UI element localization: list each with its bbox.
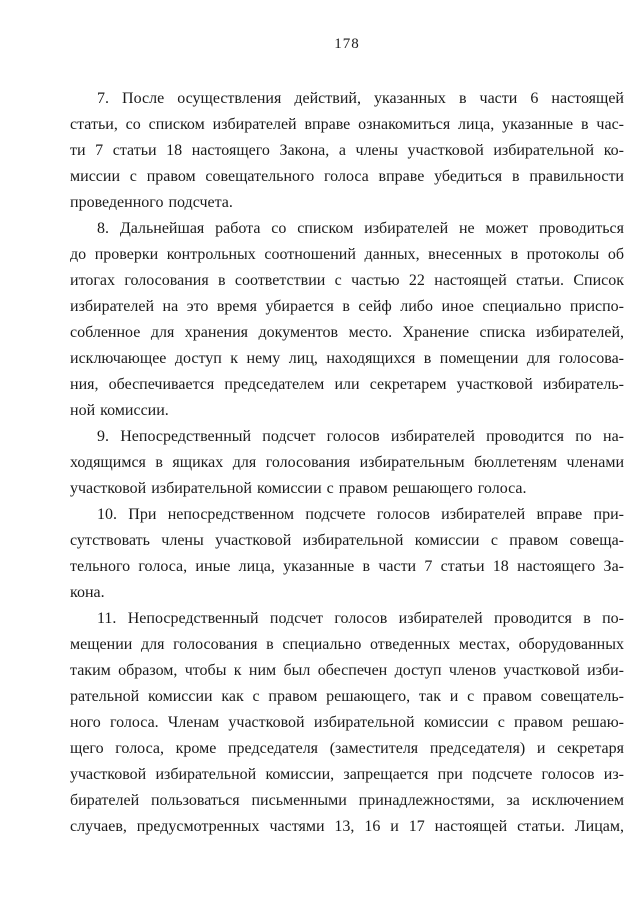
text-line: 11. Непосредственный подсчет голосов избирателей проводится в по-	[97, 610, 624, 627]
body-text	[70, 86, 624, 840]
text-line: бирателей пользоваться письменными принадлежностями, за исключением	[70, 792, 624, 809]
text-line: избирателей на это время убирается в сейф либо иное специально приспо-	[70, 298, 624, 315]
text-line: собленное для хранения документов место. Хранение списка избирателей,	[70, 324, 624, 341]
text-line: случаев, предусмотренных частями 13, 16 и 17 настоящей статьи. Лицам,	[70, 818, 624, 835]
text-line: ходящимся в ящиках для голосования избирательным бюллетеням членами	[70, 454, 624, 471]
document-page	[70, 0, 624, 840]
text-line: кона.	[70, 584, 105, 601]
text-line: участковой избирательной комиссии, запрещается при подсчете голосов из-	[70, 766, 624, 783]
text-line: миссии с правом совещательного голоса вправе убедиться в правильности	[70, 168, 624, 185]
text-line: ной комиссии.	[70, 402, 169, 419]
text-line: 8. Дальнейшая работа со списком избирателей не может проводиться	[97, 220, 624, 237]
text-line: мещении для голосования в специально отведенных местах, оборудованных	[70, 636, 624, 653]
text-line: тельного голоса, иные лица, указанные в части 7 статьи 18 настоящего За-	[70, 558, 624, 575]
text-line: ти 7 статьи 18 настоящего Закона, а члены участковой избирательной ко-	[70, 142, 624, 159]
text-line: ния, обеспечивается председателем или секретарем участковой избиратель-	[70, 376, 624, 393]
text-line: 10. При непосредственном подсчете голосов избирателей вправе при-	[97, 506, 624, 523]
text-line: статьи, со списком избирателей вправе ознакомиться лица, указанные в час-	[70, 116, 624, 133]
text-line: рательной комиссии как с правом решающего, так и с правом совещатель-	[70, 688, 624, 705]
text-line: итогах голосования в соответствии с частью 22 настоящей статьи. Список	[70, 272, 624, 289]
text-line: сутствовать члены участковой избирательной комиссии с правом совеща-	[70, 532, 624, 549]
text-line: 7. После осуществления действий, указанных в части 6 настоящей	[97, 90, 624, 107]
text-line: 9. Непосредственный подсчет голосов избирателей проводится по на-	[97, 428, 624, 445]
text-line: проведенного подсчета.	[70, 194, 233, 211]
text-line: до проверки контрольных соотношений данных, внесенных в протоколы об	[70, 246, 624, 263]
text-line: ного голоса. Членам участковой избирательной комиссии с правом решаю-	[70, 714, 624, 731]
text-line: исключающее доступ к нему лиц, находящихся в помещении для голосова-	[70, 350, 624, 367]
text-line: таким образом, чтобы к ним был обеспечен доступ членов участковой изби-	[70, 662, 624, 679]
text-line: участковой избирательной комиссии с правом решающего голоса.	[70, 480, 527, 497]
text-line: щего голоса, кроме председателя (заместителя председателя) и секретаря	[70, 740, 624, 757]
page-number: 178	[334, 36, 360, 52]
